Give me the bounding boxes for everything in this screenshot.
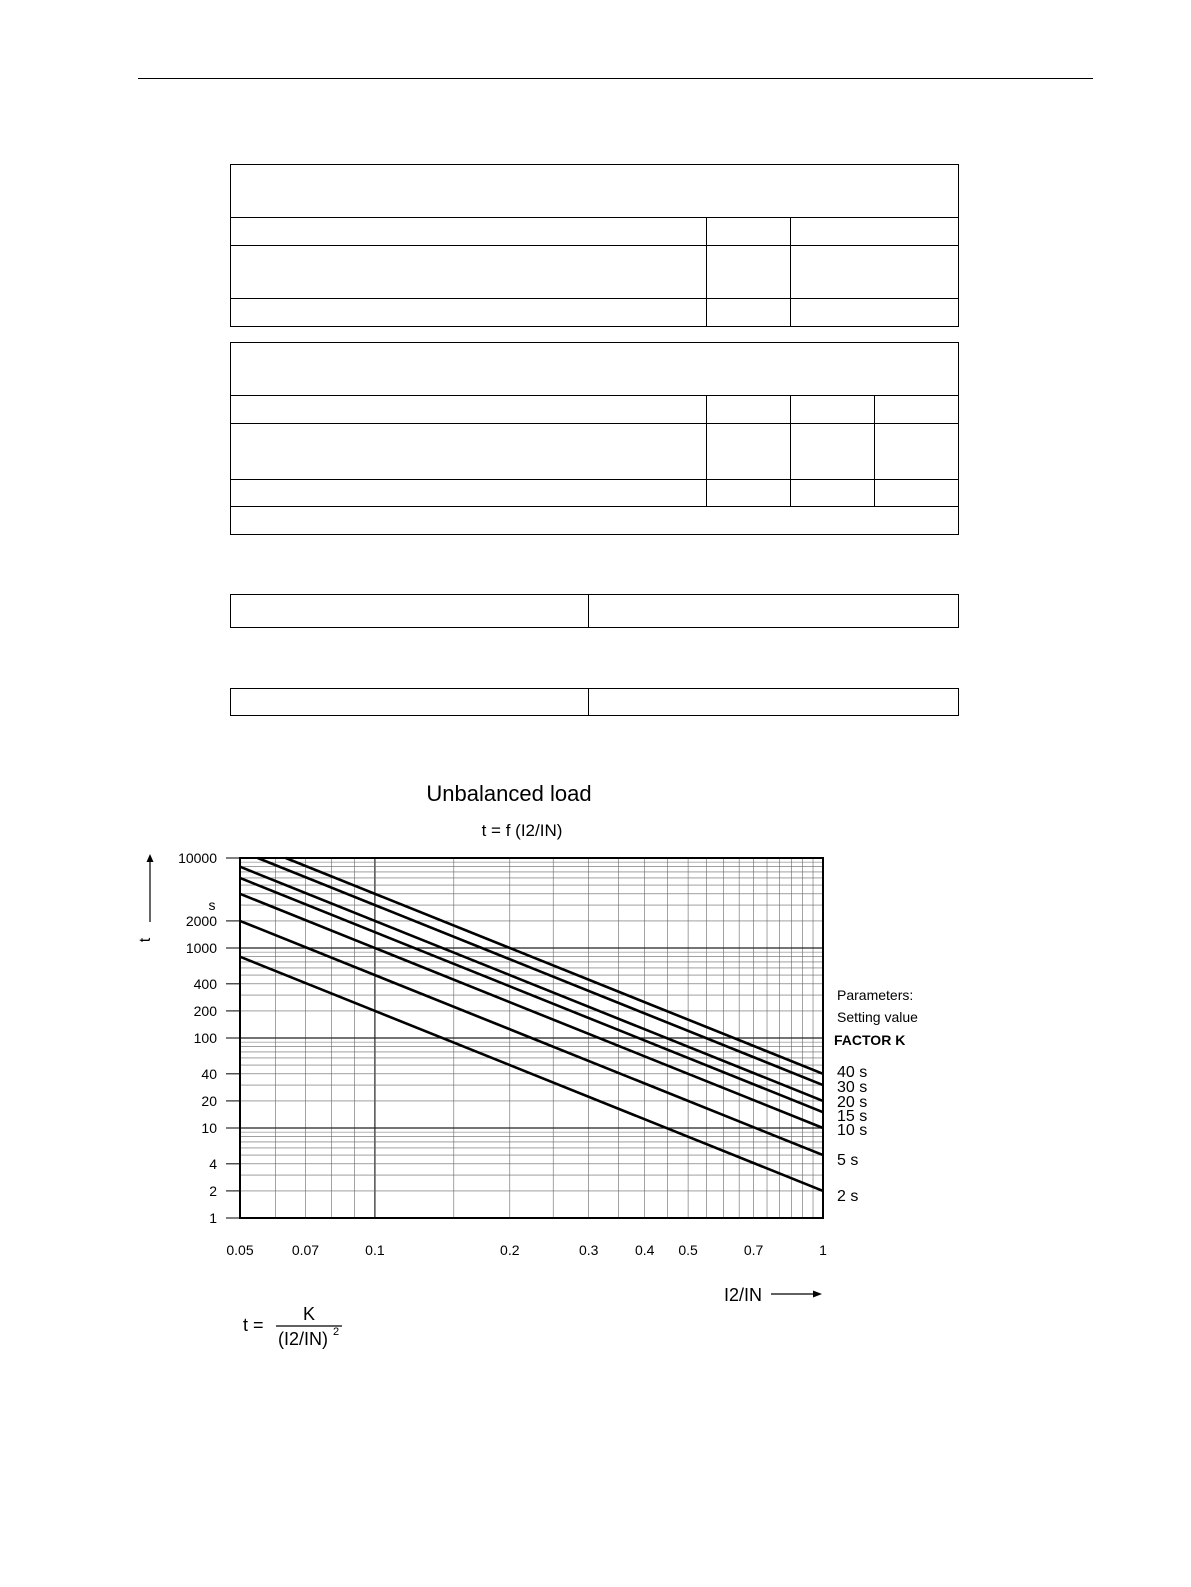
y-tick-label: 1000: [185, 940, 217, 956]
y-tick-label: 2: [209, 1182, 217, 1199]
table-cell: [791, 396, 875, 424]
table-cell: [791, 299, 959, 327]
table-cell: [231, 246, 707, 299]
table-cell: [589, 689, 959, 716]
y-tick-label: 200: [193, 1002, 217, 1019]
table-cell: [875, 396, 959, 424]
x-tick-labels: [226, 1242, 827, 1258]
series-line-40-s: [286, 858, 823, 1074]
chart-title: Unbalanced load: [426, 781, 592, 806]
x-tick-label: 0.2: [500, 1242, 520, 1258]
series-label: 5 s: [837, 1152, 859, 1169]
table-cell: [875, 424, 959, 480]
formula-numerator: K: [302, 1304, 316, 1324]
table-cell: [791, 480, 875, 507]
x-tick-label: 0.5: [678, 1242, 698, 1258]
legend-title-line-2: Setting value: [837, 1009, 918, 1025]
legend-title-line-1: Parameters:: [837, 987, 914, 1003]
y-tick-label: 4: [209, 1155, 217, 1172]
x-axis-label: I2/IN: [723, 1285, 763, 1305]
table-cell: [231, 396, 707, 424]
y-tick-label: 10: [201, 1120, 217, 1136]
series-label: 40 s: [837, 1064, 868, 1081]
y-axis-label: t: [137, 937, 154, 943]
table-cell: [707, 424, 791, 480]
series-label: 20 s: [837, 1094, 868, 1111]
settings-table-2: [230, 342, 959, 535]
x-tick-label: 1: [819, 1242, 827, 1258]
y-tick-label: 10000: [178, 850, 217, 866]
table-cell: [791, 424, 875, 480]
y-tick-label: 1: [209, 1210, 217, 1226]
y-tick-label: 40: [201, 1065, 217, 1082]
series-label: 30 s: [837, 1079, 868, 1096]
table-cell: [707, 396, 791, 424]
unbalanced-load-chart: [0, 760, 1191, 1360]
y-axis-arrow: [147, 854, 154, 922]
table-cell: [589, 595, 959, 628]
table-cell: [707, 246, 791, 299]
y-unit-label: s: [208, 897, 216, 913]
formula-lhs: t =: [243, 1315, 264, 1335]
header-rule: [138, 78, 1093, 79]
table-cell: [231, 299, 707, 327]
info-table-1: [230, 594, 959, 628]
series-labels: [837, 1064, 867, 1205]
x-tick-label: 0.3: [578, 1242, 599, 1258]
x-axis-arrow: [771, 1291, 822, 1298]
x-tick-label: 0.4: [634, 1242, 655, 1258]
table-cell: [231, 689, 589, 716]
table-cell: [231, 480, 707, 507]
series-label: 15 s: [837, 1108, 868, 1125]
formula: [243, 1304, 342, 1349]
x-tick-label: 0.07: [291, 1242, 320, 1258]
chart-subtitle: t = f (I2/IN): [481, 821, 563, 840]
x-tick-label: 0.7: [743, 1242, 764, 1258]
x-tick-label: 0.05: [226, 1242, 254, 1258]
formula-exponent: 2: [333, 1326, 340, 1338]
y-tick-label: 100: [193, 1030, 217, 1046]
settings-table-1: [230, 164, 959, 327]
series-label: 2 s: [837, 1188, 859, 1205]
table-footer-cell: [231, 507, 959, 535]
y-tick-label: 2000: [185, 912, 217, 929]
table-cell: [707, 218, 791, 246]
y-tick-label: 20: [201, 1092, 217, 1109]
table-cell: [231, 218, 707, 246]
table-cell: [875, 480, 959, 507]
legend-title-line-3: FACTOR K: [834, 1032, 906, 1048]
table-cell: [707, 480, 791, 507]
table-cell: [707, 299, 791, 327]
table-cell: [791, 218, 959, 246]
table-cell: [231, 424, 707, 480]
table-header-cell: [231, 343, 959, 396]
series-label: 10 s: [837, 1122, 868, 1139]
table-header-cell: [231, 165, 959, 218]
info-table-2: [230, 688, 959, 716]
x-tick-label: 0.1: [365, 1242, 385, 1258]
series-line-30-s: [258, 858, 823, 1085]
table-cell: [791, 246, 959, 299]
table-cell: [231, 595, 589, 628]
y-tick-label: 400: [193, 975, 217, 992]
series-layer: [240, 858, 823, 1191]
formula-denominator: (I2/IN): [278, 1329, 329, 1349]
